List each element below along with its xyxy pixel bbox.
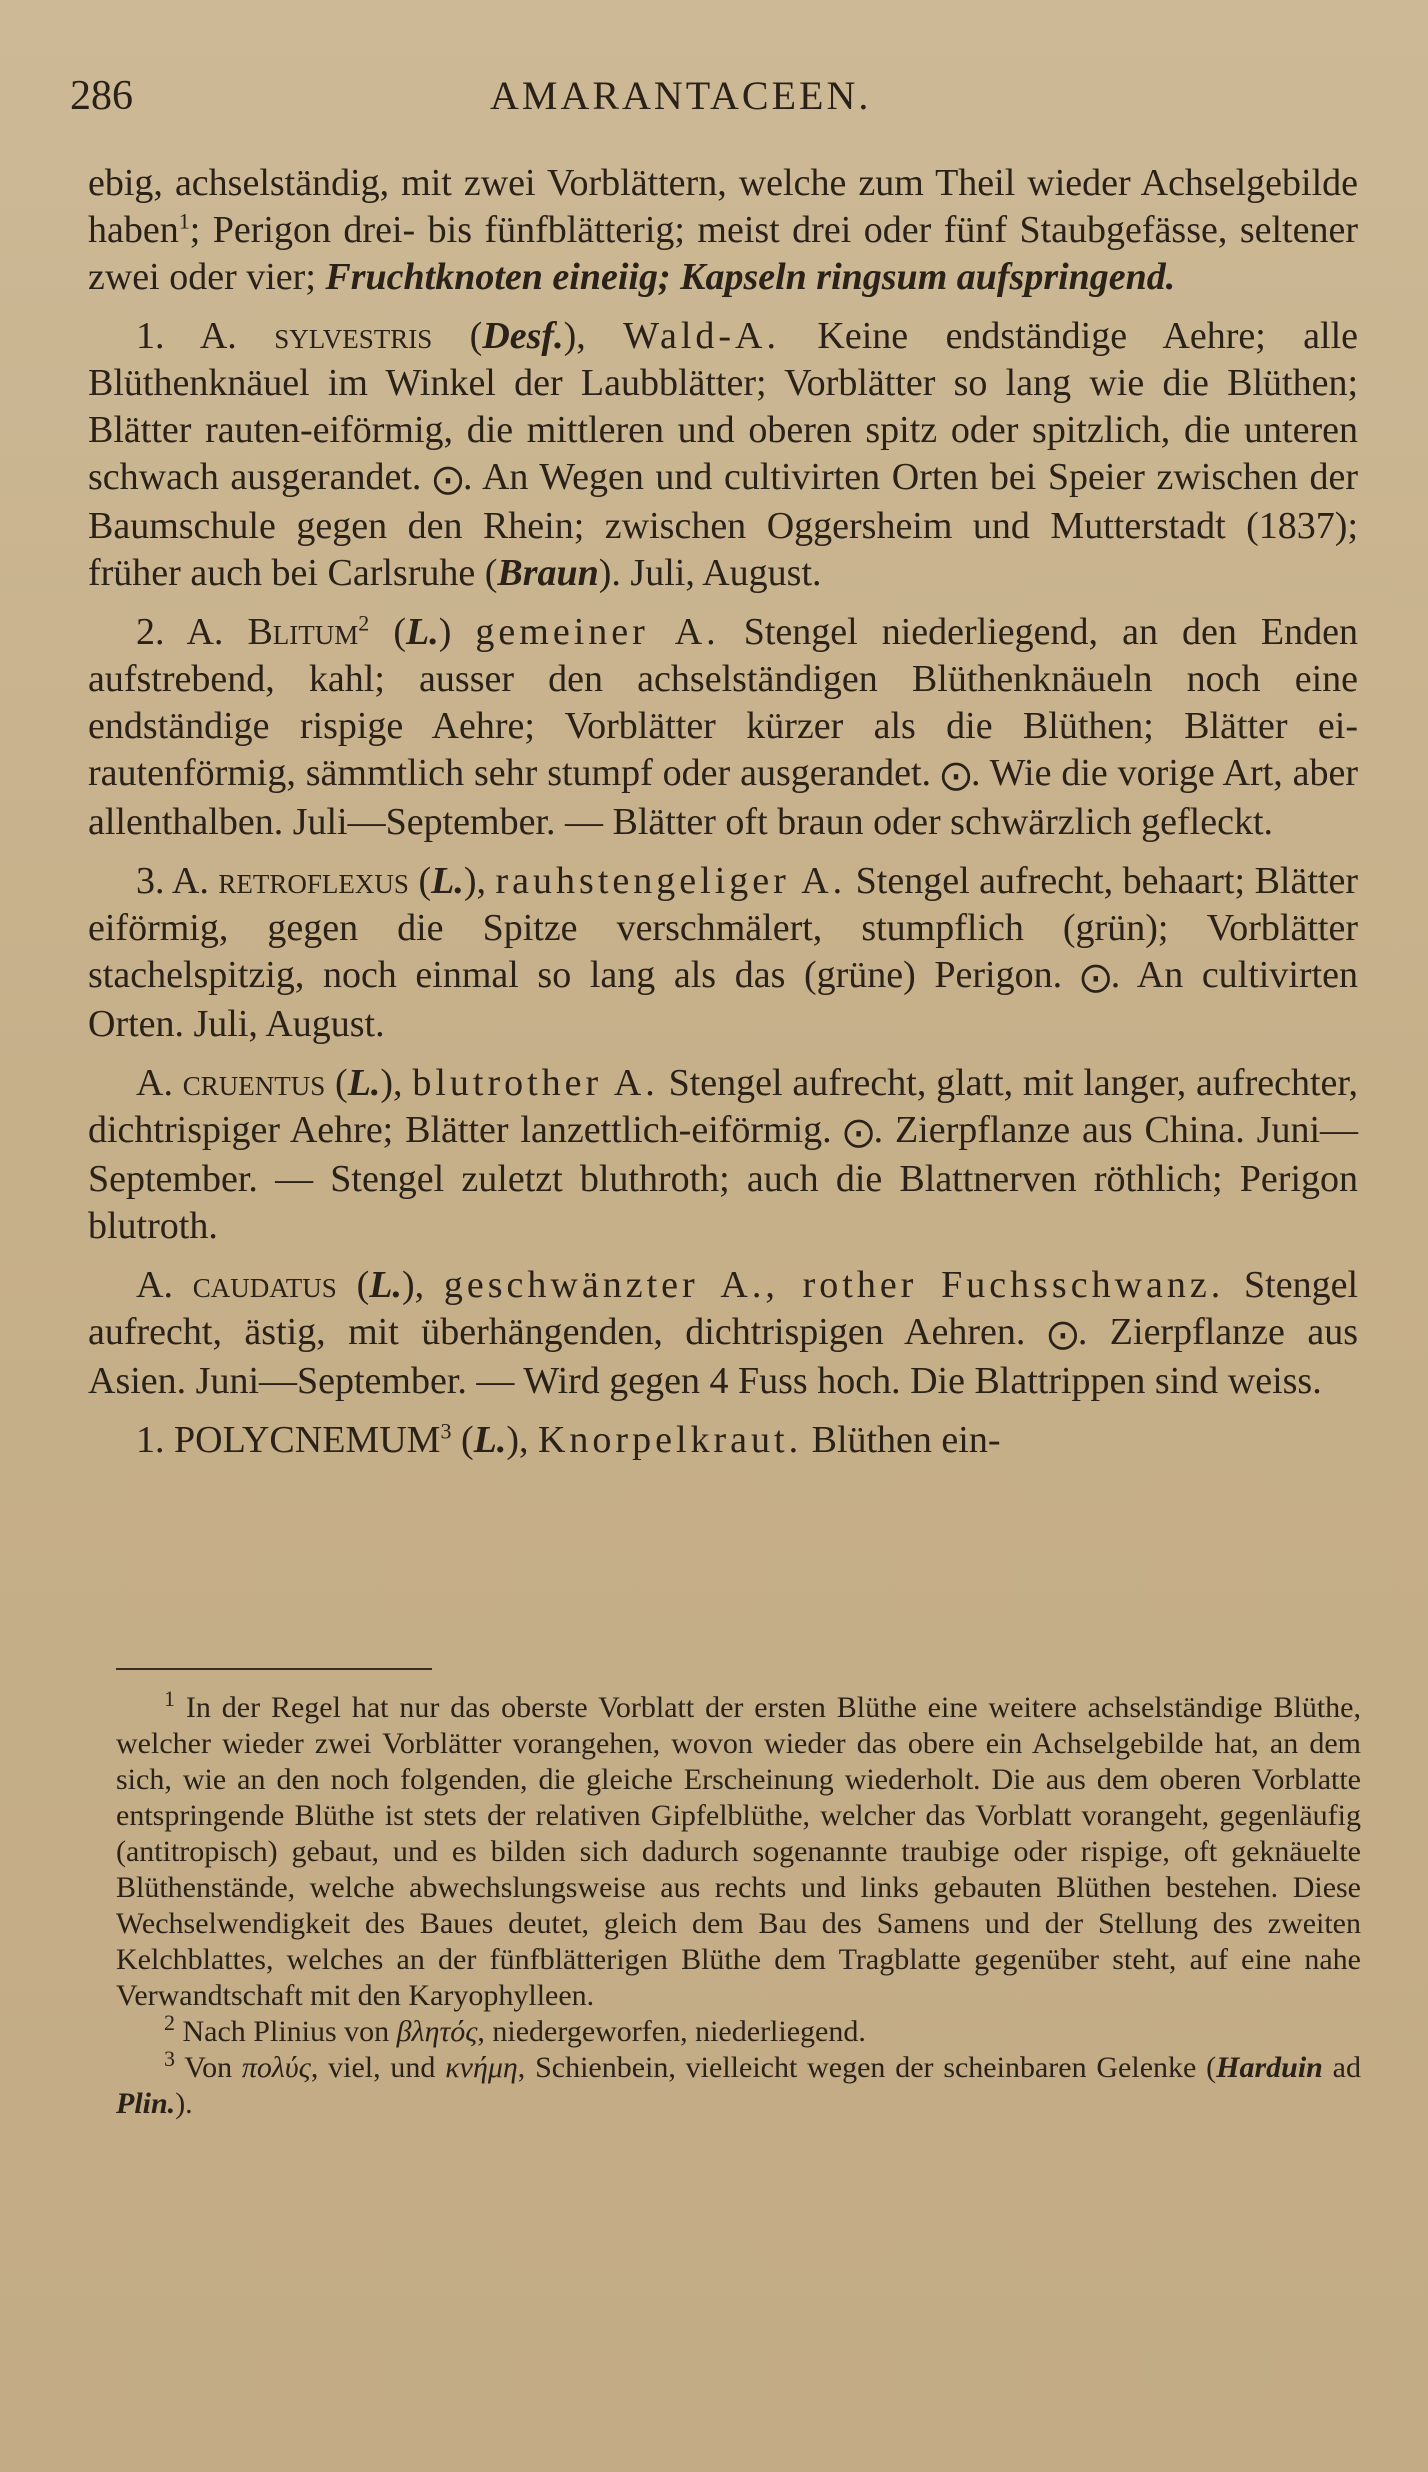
species-name: retroflexus [218,860,409,902]
common-name: gemeiner A. [475,611,720,653]
genus-author: L. [473,1419,507,1461]
species-author: L. [405,611,439,653]
footnote-3: $^3$ Von πολύς, viel, und κνήμη, Schienbein, vielleicht wegen der scheinbaren Gelenke (Harduin ad Plin.). [116,2046,1361,2120]
footnote-divider [116,1668,432,1670]
footnote-1: $^1$ In der Regel hat nur das oberste Vorblatt der ersten Blüthe eine weitere achselständige Blüthe, welcher wieder zwei Vorblätter vorangehen, wovon wieder das obere ein Achselgebilde hat, an dem sich, wie an den noch folgenden, die gleiche Erscheinung wiederholt. Die aus dem oberen Vorblatte entspringende Blüthe ist stets der relativen Gipfelblüthe, welcher das Vorblatt vorangeht, gegenläufig (antitropisch) gebaut, und es bilden sich dadurch sogenannte traubige oder rispige, oft geknäuelte Blüthenstände, welche abwechslungsweise aus rechts und links gebauten Blüthen bestehen. Diese Wechselwendigkeit des Baues deutet, gleich dem Bau des Samens und der Stellung des zweiten Kelchblattes, welches an der fünfblätterigen Blüthe dem Tragblatte gegenüber steht, auf eine nahe Verwandtschaft mit den Karyophylleen. [116,1686,1361,2012]
footnotes [116,1686,1361,2122]
species-author: L. [369,1264,402,1306]
footnote-ref-3[interactable]: 3 [440,1418,452,1444]
common-name: Knorpelkraut. [537,1419,803,1461]
common-name: geschwänzter A., rother Fuchsschwanz. [443,1264,1225,1306]
footnote-ref-1[interactable]: 1 [178,208,190,234]
genus-description-continued: ebig, achselständig, mit zwei Vorblättern, welche zum Theil wieder Achselgebilde haben$^1$; Perigon drei- bis fünfblätterig; meist drei oder fünf Staubgefässe, seltener zwei oder vier; Fruchtknoten eineiig; Kapseln ringsum aufspringend. [88,162,1358,298]
annual-symbol-icon: ⨀ [940,759,971,792]
species-entry-retroflexus: 3. A. retroflexus (L.), rauhstengeliger A. Stengel aufrecht, behaart; Blätter eiförmig, gegen die Spitze verschmälert, stumpflich (grün); Vorblätter stachelspitzig, noch einmal so lang als das (grüne) Perigon. ⨀. An cultivirten Orten. Juli, August. [88,860,1358,1045]
page-header [70,72,1360,142]
footnote-ref-2[interactable]: 2 [358,610,370,636]
annual-symbol-icon: ⨀ [432,463,463,496]
genus-name: POLYCNEMUM [174,1419,441,1461]
page-number: 286 [70,73,133,119]
common-name: rauhstengeliger A. [495,860,847,902]
annual-symbol-icon: ⨀ [1047,1318,1078,1351]
species-entry-sylvestris: 1. A. sylvestris (Desf.), Wald-A. Keine endständige Aehre; alle Blüthenknäuel im Winkel der Laubblätter; Vorblätter so lang wie die Blüthen; Blätter rauten-eiförmig, die mittleren und oberen spitz oder spitzlich, die unteren schwach ausgerandet. ⨀. An Wegen und cultivirten Orten bei Speier zwischen der Baumschule gegen den Rhein; zwischen Oggersheim und Mutterstadt (1837); früher auch bei Carlsruhe (Braun). Juli, August. [88,315,1359,594]
species-author: L. [347,1062,381,1104]
species-author: Desf. [482,315,564,357]
common-name: Wald-A. [623,315,780,357]
species-name: sylvestris [274,315,433,357]
species-entry-caudatus: A. caudatus (L.), geschwänzter A., rother Fuchsschwanz. Stengel aufrecht, ästig, mit überhängenden, dichtrispigen Aehren. ⨀. Zierpflanze aus Asien. Juni—September. — Wird gegen 4 Fuss hoch. Die Blattrippen sind weiss. [88,1264,1359,1402]
species-entry-cruentus: A. cruentus (L.), blutrother A. Stengel aufrecht, glatt, mit langer, aufrechter, dichtrispiger Aehre; Blätter lanzettlich-eiförmig. ⨀. Zierpflanze aus China. Juni—September. — Stengel zuletzt bluthroth; auch die Blattnerven röthlich; Perigon blutroth. [88,1062,1359,1247]
species-name: Blitum [247,611,359,653]
species-name: caudatus [192,1264,337,1306]
annual-symbol-icon: ⨀ [843,1116,874,1149]
running-head: AMARANTACEEN. [490,73,872,118]
common-name: blutrother A. [412,1062,659,1104]
species-name: cruentus [182,1062,326,1104]
species-author: L. [431,860,464,902]
annual-symbol-icon: ⨀ [1080,961,1111,994]
footnote-2: $^2$ Nach Plinius von βλητός, niedergeworfen, niederliegend. [164,2010,866,2048]
genus-entry-polycnemum: 1. POLYCNEMUM$^3$ (L.), Knorpelkraut. Blüthen ein- [136,1418,1001,1461]
main-text [88,160,1358,1476]
species-entry-blitum: 2. A. Blitum$^2$ (L.) gemeiner A. Stengel niederliegend, an den Enden aufstrebend, kahl; ausser den achselständigen Blüthenknäueln noch eine endständige rispige Aehre; Vorblätter kürzer als die Blüthen; Blätter ei-rautenförmig, sämmtlich sehr stumpf oder ausgerandet. ⨀. Wie die vorige Art, aber allenthalben. Juli—September. — Blätter oft braun oder schwärzlich gefleckt. [88,610,1358,843]
